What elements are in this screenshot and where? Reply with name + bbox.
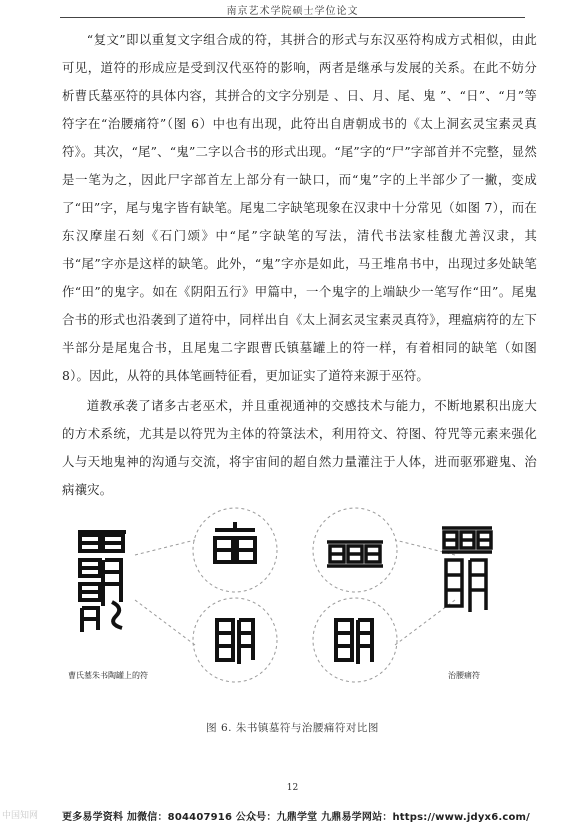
body-text: [62, 26, 537, 504]
paragraph-1: “复文”即以重复文字组合成的符，其拼合的形式与东汉巫符构成方式相似，由此可见，道符的形成应是受到汉代巫符的影响，两者是继承与发展的关系。在此不妨分析曹氏墓巫符的具体内容，其拼合的文字分别是 、日、月、尾、鬼 ”、“日”、“月”等符字在“治腰痛符”（图 6）中也有出现，此符出自唐朝成书的《太上洞玄灵宝素灵真符》。其次，“尾”、“鬼”二字以合书的形式出现。“尾”字的“尸”字部首并不完整，显然是一笔为之，因此尸字部首左上部分有一缺口，而“鬼”字的上半部少了一撇，变成了“田”字，尾与鬼字皆有缺笔。尾鬼二字缺笔现象在汉隶中十分常见（如图 7），而在东汉摩崖石刻《石门颂》中“尾”字缺笔的写法，清代书法家桂馥尤善汉隶，其书“尾”字亦是这样的缺笔。此外，“鬼”字亦是如此，马王堆帛书中，出现过多处缺笔作“田”的鬼字。如在《阴阳五行》甲篇中，一个鬼字的上端缺少一笔写作“田”。尾鬼合书的形式也沿袭到了道符中，同样出自《太上洞玄灵宝素灵真符》，理瘟病符的左下半部分是尾鬼合书，且尾鬼二字跟曹氏镇墓罐上的符一样，有着相同的缺笔（如图 8）。因此，从符的具体笔画特征看，更加证实了道符来源于巫符。: [62, 32, 537, 383]
zoom-glyph-top-left: [215, 522, 255, 562]
figure-6: [0, 480, 585, 730]
zoom-glyph-bottom-right: [336, 620, 372, 664]
connector-left-top: [135, 540, 195, 555]
zoom-circle-top-right: [313, 508, 397, 592]
left-talisman-glyph: [78, 532, 126, 632]
watermark: 中国知网: [2, 811, 39, 821]
connector-left-bottom: [135, 600, 195, 645]
figure-artwork: [0, 480, 585, 730]
left-figure-label: 曹氏墓朱书陶罐上的符: [68, 671, 148, 680]
footer-banner: 更多易学资料 加微信：804407916 公众号：九鼎学堂 九鼎易学网站：https://www.jdyx6.com/: [62, 812, 531, 823]
right-talisman-glyph: [442, 528, 492, 612]
header-rule: [60, 17, 525, 18]
page-number: 12: [286, 783, 299, 793]
figure-caption: 图 6. 朱书镇墓符与治腰痛符对比图: [206, 722, 379, 734]
right-figure-label: 治腰痛符: [448, 671, 480, 680]
zoom-glyph-bottom-left: [217, 620, 253, 664]
zoom-glyph-top-right: [327, 542, 383, 566]
paragraph-2: 道教承袭了诸多古老巫术，并且重视通神的交感技术与能力，不断地累积出庞大的方术系统，尤其是以符咒为主体的符箓法术，利用符文、符图、符咒等元素来强化人与天地鬼神的沟通与交流，将宇宙间的超自然力量灌注于人体，进而驱邪避鬼、治病禳灾。: [62, 398, 537, 497]
running-header: 南京艺术学院硕士学位论文: [226, 6, 359, 17]
zoom-circle-bottom-right: [313, 598, 397, 682]
